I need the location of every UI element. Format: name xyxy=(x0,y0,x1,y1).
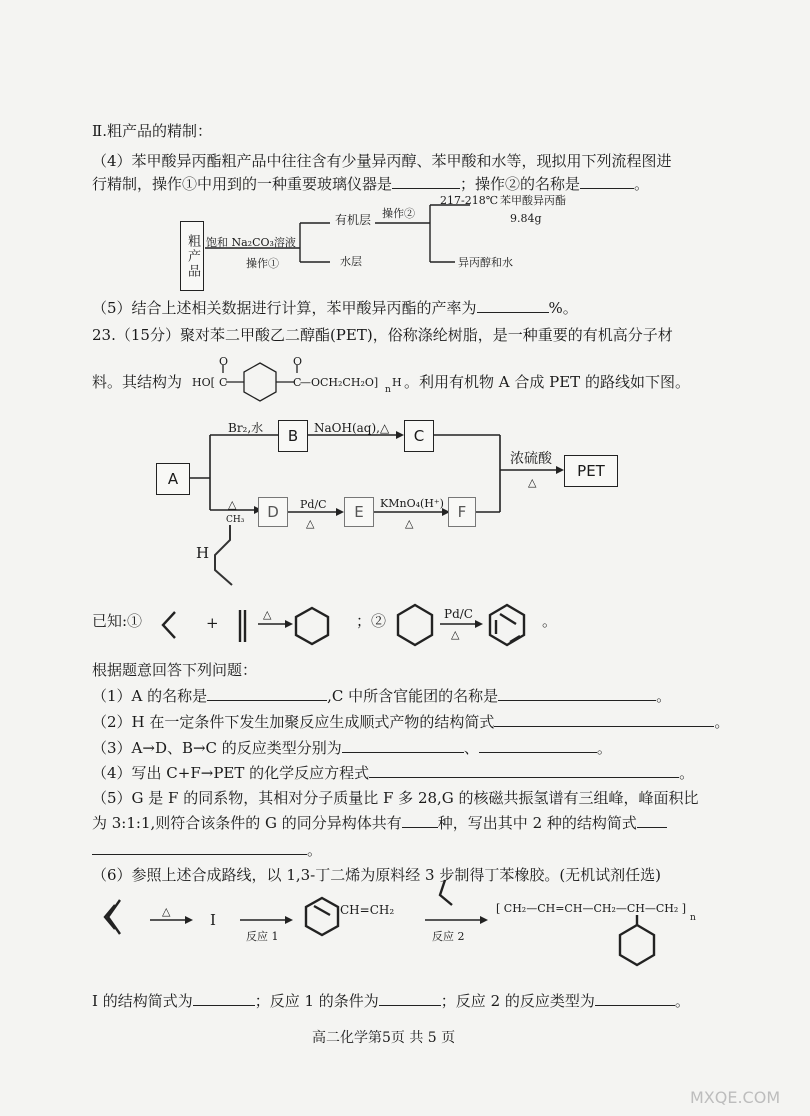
q4-line2: 行精制，操作①中用到的一种重要玻璃仪器是 ；操作②的名称是 。 xyxy=(92,175,650,193)
known-plus: + xyxy=(206,614,219,632)
pet-struct-c1: C xyxy=(219,376,228,389)
flow-reagent: 饱和 Na₂CO₃溶液 xyxy=(206,236,296,249)
q6-rubber-n: n xyxy=(690,913,696,923)
flow-temp: 217-218℃ xyxy=(440,194,499,207)
flow-op1: 操作① xyxy=(246,257,279,270)
instructions: 根据题意回答下列问题： xyxy=(92,661,258,679)
q6-answer-line: I 的结构简式为 ；反应 1 的条件为 ；反应 2 的反应类型为 。 xyxy=(92,992,690,1010)
q6-delta: △ xyxy=(162,905,171,918)
q6-line1: （6）参照上述合成路线，以 1,3-丁二烯为原料经 3 步制得丁苯橡胶。(无机试剂任选) xyxy=(92,866,662,884)
cond-br2: Br₂,水 xyxy=(228,421,264,435)
pet-struct-ho: HO[ xyxy=(192,376,215,389)
cond-naoh: NaOH(aq),△ xyxy=(314,421,390,435)
q5b-line1: （5）G 是 F 的同系物，其相对分子质量比 F 多 28,G 的核磁共振氢谱有三组峰，峰面积比 xyxy=(92,789,699,807)
question-2: （2）H 在一定条件下发生加聚反应生成顺式产物的结构简式 。 xyxy=(92,713,730,731)
flow-residue: 异丙醇和水 xyxy=(458,256,513,269)
pet-struct-o2: O xyxy=(293,355,303,368)
cond-delta-de: △ xyxy=(306,517,315,530)
pet-struct-n: n xyxy=(385,385,391,395)
cond-h2so4: 浓硫酸 xyxy=(510,451,552,467)
watermark: MXQE.COM xyxy=(690,1088,781,1107)
cond-pdc: Pd/C xyxy=(300,498,327,511)
known-delta2: △ xyxy=(451,628,460,641)
flow-mass: 9.84g xyxy=(510,212,542,225)
pet-struct-tail: —OCH₂CH₂O] xyxy=(300,376,379,389)
node-D: D xyxy=(258,497,288,527)
pet-struct-o1: O xyxy=(219,355,229,368)
question-3: （3）A→D、B→C 的反应类型分别为 、 。 xyxy=(92,739,612,757)
label-ch3: CH₃ xyxy=(226,515,245,525)
q6-r1: 反应 1 xyxy=(246,930,279,943)
flow-water-layer: 水层 xyxy=(340,255,362,268)
question-4: （4）写出 C+F→PET 的化学反应方程式 。 xyxy=(92,764,695,782)
crude-product-box: 粗产品 xyxy=(180,221,204,291)
known-end: 。 xyxy=(542,612,558,630)
q5b-line2: 为 3:1:1,则符合该条件的 G 的同分异构体共有 种，写出其中 2 种的结构简式 xyxy=(92,813,667,832)
q6-rubber: [ CH₂—CH=CH—CH₂—CH—CH₂ ] xyxy=(496,902,687,915)
known-delta1: △ xyxy=(263,608,272,621)
pet-struct-c2: C xyxy=(293,376,302,389)
known-label: 已知:① xyxy=(92,612,143,630)
pet-struct-h: H xyxy=(392,376,402,389)
q23-line1: 23.（15分）聚对苯二甲酸乙二醇酯(PET)，俗称涤纶树脂，是一种重要的有机高分子材 xyxy=(92,326,673,344)
q23-line2a: 料。其结构为 xyxy=(92,373,183,391)
node-F: F xyxy=(448,497,476,527)
node-E: E xyxy=(344,497,374,527)
section-title: Ⅱ.粗产品的精制： xyxy=(92,122,212,140)
q5b-line3: 。 xyxy=(92,840,322,859)
cond-delta-ef: △ xyxy=(405,517,414,530)
flow-op2: 操作② xyxy=(382,207,415,220)
question-1: （1）A 的名称是 ,C 中所含官能团的名称是 。 xyxy=(92,687,672,705)
q6-I: I xyxy=(210,911,216,929)
flow-organic-layer: 有机层 xyxy=(335,213,372,227)
node-PET: PET xyxy=(564,455,618,487)
flow-product: 苯甲酸异丙酯 xyxy=(500,194,566,207)
node-C: C xyxy=(404,420,434,452)
cond-delta-ad: △ xyxy=(228,498,237,511)
node-A: A xyxy=(156,463,190,495)
known-sep: ；② xyxy=(356,612,387,630)
label-H: H xyxy=(196,544,210,562)
cond-kmno4: KMnO₄(H⁺) xyxy=(380,497,444,510)
known-pdc: Pd/C xyxy=(444,607,473,621)
node-B: B xyxy=(278,420,308,452)
q4-line1: （4）苯甲酸异丙酯粗产品中往往含有少量异丙醇、苯甲酸和水等，现拟用下列流程图进 xyxy=(92,152,672,170)
cond-delta-pet: △ xyxy=(528,476,537,489)
q23-line2b: 。利用有机物 A 合成 PET 的路线如下图。 xyxy=(404,373,690,391)
page-footer: 高二化学第5页 共 5 页 xyxy=(312,1030,456,1046)
q6-r2: 反应 2 xyxy=(432,930,465,943)
q6-styrene: CH=CH₂ xyxy=(340,903,395,917)
q5-line: （5）结合上述相关数据进行计算，苯甲酸异丙酯的产率为 %。 xyxy=(92,299,578,317)
